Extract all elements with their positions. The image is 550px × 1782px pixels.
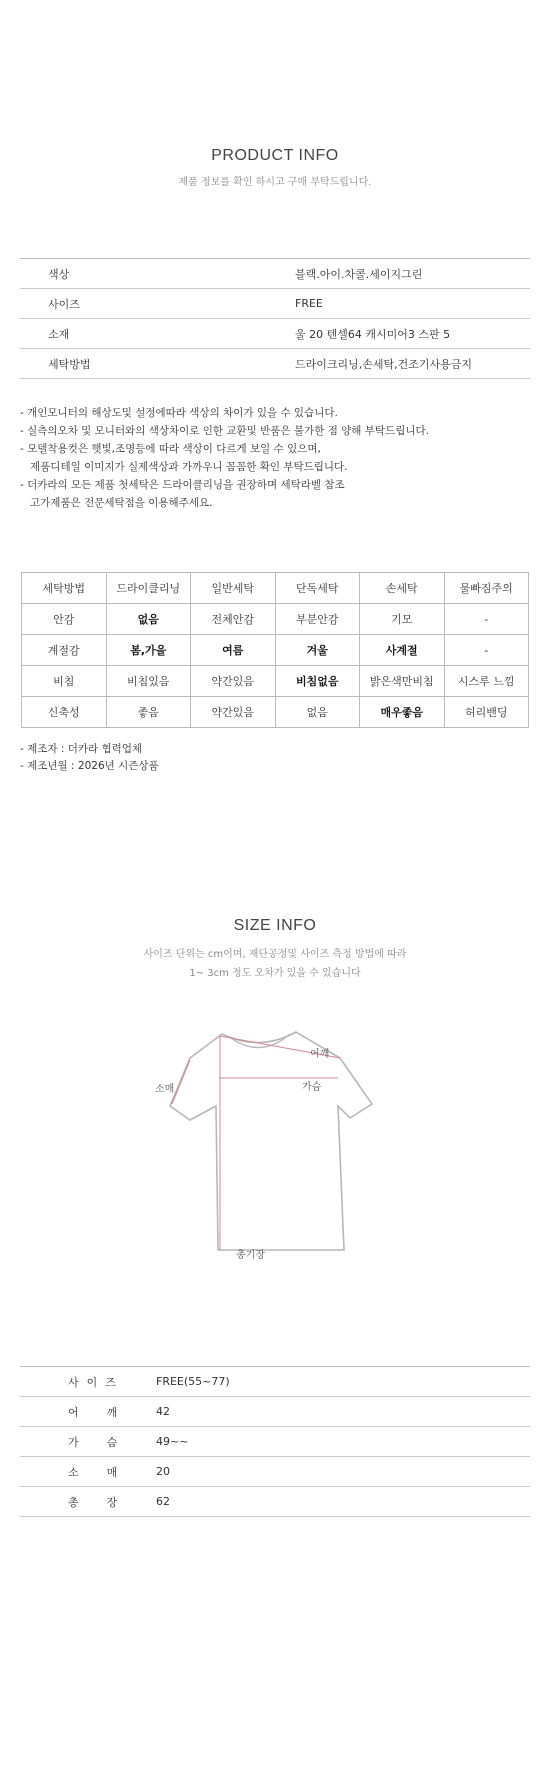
size-key: 총장 <box>68 1495 146 1509</box>
attribute-grid <box>21 572 529 728</box>
grid-cell: - <box>444 635 529 666</box>
sleeve-measure-line <box>172 1060 190 1104</box>
size-info-subtitle: 1~ 3cm 정도 오차가 있을 수 있습니다 <box>189 968 361 979</box>
size-row <box>20 1457 530 1487</box>
grid-cell: 드라이클리닝 <box>106 573 191 604</box>
length-label: 총기장 <box>236 1250 265 1261</box>
info-value: 블랙.아이.차콜.세이지그린 <box>295 267 423 281</box>
grid-cell: 세탁방법 <box>22 573 107 604</box>
product-info-table <box>20 258 530 379</box>
info-key: 소재 <box>48 327 70 341</box>
grid-cell-selected: 비침없음 <box>275 666 360 697</box>
size-value: 42 <box>156 1405 170 1418</box>
maker-info <box>20 741 159 775</box>
grid-cell: 부분안감 <box>275 604 360 635</box>
size-value: FREE(55~77) <box>156 1375 230 1388</box>
grid-cell: 물빠짐주의 <box>444 573 529 604</box>
grid-cell: 좋음 <box>106 697 191 728</box>
product-info-title: PRODUCT INFO <box>211 147 339 164</box>
notice-line: - 개인모니터의 해상도및 설정에따라 색상의 차이가 있을 수 있습니다. <box>20 407 338 419</box>
grid-row-season <box>22 635 529 666</box>
product-info-subtitle: 제품 정보를 확인 하시고 구매 부탁드립니다. <box>178 177 372 188</box>
grid-cell: 비침 <box>22 666 107 697</box>
info-value: FREE <box>295 297 323 310</box>
notice-line: - 모델착용컷은 햇빛,조명등에 따라 색상이 다르게 보일 수 있으며, <box>20 443 321 455</box>
info-key: 사이즈 <box>48 297 80 311</box>
grid-cell-selected: 봄,가을 <box>106 635 191 666</box>
size-value: 49~~ <box>156 1435 189 1448</box>
info-key: 세탁방법 <box>48 357 91 371</box>
grid-cell: 안감 <box>22 604 107 635</box>
info-value: 드라이크리닝,손세탁,건조기사용금지 <box>295 357 473 371</box>
info-key: 색상 <box>48 267 70 281</box>
tshirt-neckline <box>228 1034 290 1048</box>
grid-cell: 없음 <box>275 697 360 728</box>
chest-label: 가슴 <box>302 1082 322 1093</box>
size-key: 소매 <box>68 1465 146 1479</box>
size-row <box>20 1367 530 1397</box>
grid-cell: 약간있음 <box>191 666 276 697</box>
grid-cell: - <box>444 604 529 635</box>
grid-cell-selected: 없음 <box>106 604 191 635</box>
size-key: 어깨 <box>68 1405 146 1419</box>
grid-cell: 약간있음 <box>191 697 276 728</box>
size-value: 20 <box>156 1465 170 1478</box>
grid-cell-selected: 겨울 <box>275 635 360 666</box>
grid-cell: 계절감 <box>22 635 107 666</box>
grid-cell-selected: 여름 <box>191 635 276 666</box>
info-row-material <box>20 319 530 349</box>
grid-cell-selected: 매우좋음 <box>360 697 445 728</box>
info-row-washing <box>20 349 530 379</box>
grid-row-sheer <box>22 666 529 697</box>
grid-row-lining <box>22 604 529 635</box>
info-row-color <box>20 259 530 289</box>
grid-cell: 손세탁 <box>360 573 445 604</box>
notice-list <box>20 404 540 512</box>
grid-cell: 단독세탁 <box>275 573 360 604</box>
grid-cell: 신축성 <box>22 697 107 728</box>
grid-cell: 밝은색만비침 <box>360 666 445 697</box>
notice-line: - 더카라의 모든 제품 첫세탁은 드라이클리닝을 권장하며 세탁라벨 참조 <box>20 479 345 491</box>
size-row <box>20 1397 530 1427</box>
size-row <box>20 1427 530 1457</box>
notice-line: - 실측의오차 및 모니터와의 색상차이로 인한 교환및 반품은 불가한 점 양해 부탁드립니다. <box>20 425 429 437</box>
size-info-subtitle: 사이즈 단위는 cm이며, 재단공정및 사이즈 측정 방법에 따라 <box>143 949 407 960</box>
info-row-size <box>20 289 530 319</box>
grid-cell: 기모 <box>360 604 445 635</box>
grid-header-row <box>22 573 529 604</box>
grid-cell: 비침있음 <box>106 666 191 697</box>
size-row <box>20 1487 530 1517</box>
notice-line: 제품디테일 이미지가 실제색상과 가까우니 꼼꼼한 확인 부탁드립니다. <box>20 461 348 473</box>
grid-cell: 일반세탁 <box>191 573 276 604</box>
notice-line: 고가제품은 전문세탁점을 이용해주세요. <box>20 497 213 509</box>
grid-cell: 시스루 느낌 <box>444 666 529 697</box>
size-value: 62 <box>156 1495 170 1508</box>
size-key: 사이즈 <box>68 1375 124 1389</box>
grid-cell: 전체안감 <box>191 604 276 635</box>
size-key: 가슴 <box>68 1435 146 1449</box>
grid-cell-selected: 사계절 <box>360 635 445 666</box>
tshirt-outline <box>170 1032 372 1250</box>
maker-line: - 제조년월 : 2026년 시즌상품 <box>20 760 159 772</box>
info-value: 울 20 텐셀64 캐시미어3 스판 5 <box>295 327 451 341</box>
size-table <box>20 1366 530 1517</box>
grid-cell: 허리밴딩 <box>444 697 529 728</box>
size-info-title: SIZE INFO <box>233 917 317 934</box>
tshirt-size-diagram <box>150 1020 380 1255</box>
sleeve-label: 소매 <box>155 1084 175 1095</box>
grid-row-stretch <box>22 697 529 728</box>
shoulder-label: 어깨 <box>310 1049 330 1060</box>
maker-line: - 제조자 : 더카라 협력업체 <box>20 743 143 755</box>
